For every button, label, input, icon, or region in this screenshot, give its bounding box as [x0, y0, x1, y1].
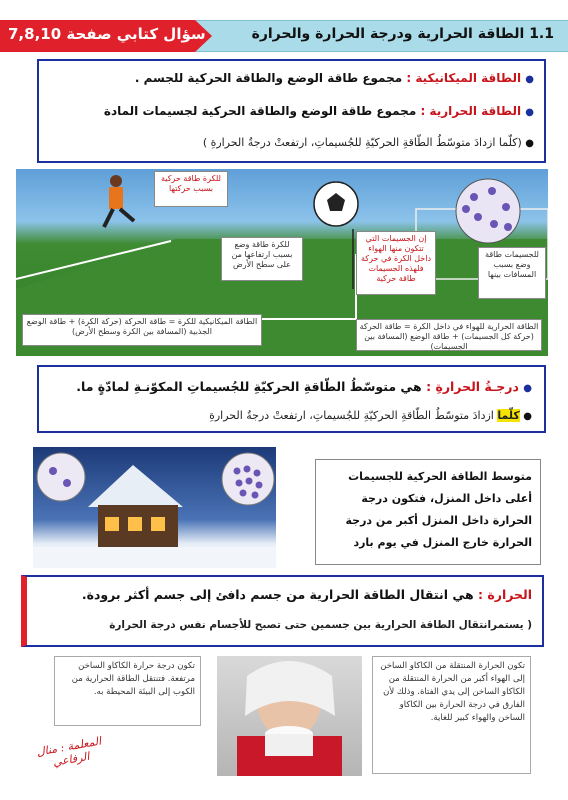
heat-definition: [82, 587, 532, 602]
header-tag-text: سؤال كتابي صفحة 7,8,10: [8, 25, 206, 43]
winter-house-image: [33, 447, 276, 568]
temperature-term: درجـةُ الحرارةِ :: [426, 379, 519, 394]
page-title: 1.1 الطاقة الحرارية ودرجة الحرارة والحرارة: [251, 26, 554, 42]
girl-cocoa-photo: [217, 656, 362, 776]
bullet-icon: ●: [525, 138, 534, 149]
thermal-term: الطاقة الحرارية :: [420, 104, 522, 118]
heat-note: ( يستمرانتقال الطاقة الحرارية بين جسمين حتى تصبح للأجسام نفس درجة الحرارة: [109, 619, 532, 631]
note-air-particles: إن الجسيمات التي تتكون منها الهواء داخل الكرة في حركة فلهذه الجسيمات طاقة حركية: [356, 231, 436, 295]
photo-drawing: [217, 656, 362, 776]
note-mechanical-summary: الطاقة الميكانيكية للكرة = طاقة الحركة (حركة الكرة) + طاقة الوضع الجذبية (المسافة بين الكرة وسطح الأرض): [22, 314, 262, 346]
heat-term: الحرارة :: [478, 587, 532, 602]
thermal-note-text: (كلّما ازدادَ متوسّطُ الطّاقةِ الحركيّةِ للجُسيماتِ، ارتفعتْ درجةُ الحرارةِ ): [202, 136, 522, 149]
note-potential: للكرة طاقة وضع بسبب ارتفاعها من على سطح الأرض: [221, 237, 303, 281]
highlight-word: كلّما: [497, 409, 520, 422]
temperature-note-text: ازدادَ متوسّطُ الطّاقةِ الحركيّةِ للجُسيماتِ، ارتفعتْ درجةُ الحرارةِ: [209, 409, 494, 422]
bullet-icon: ●: [525, 107, 534, 118]
note-particles-potential: للجسيمات طاقة وضع بسبب المسافات بينها: [478, 247, 546, 299]
temperature-text: هي متوسّطُ الطّاقةِ الحركيّةِ للجُسيماتِ المكوّنـةِ لمادّةٍ ما.: [76, 379, 422, 394]
temperature-note: [209, 409, 532, 422]
thermal-note: [203, 136, 534, 149]
mechanical-definition: [135, 71, 534, 85]
temperature-definition-box: [37, 365, 546, 433]
house-explanation-box: [315, 459, 541, 565]
heat-text: هي انتقال الطاقة الحرارية من جسم دافئ إلى جسم أكثر برودة.: [81, 587, 474, 602]
cocoa-note-left: تكون درجة حرارة الكاكاو الساخن مرتفعة. فتنتقل الطاقة الحرارية من الكوب إلى البيئة المحيطة به.: [54, 656, 201, 726]
heat-definition-box: [21, 575, 544, 647]
bullet-icon: ●: [525, 74, 534, 85]
house-drawing: [33, 447, 276, 568]
house-explanation: متوسط الطاقة الحركية للجسيمات أعلى داخل المنزل، فتكون درجة الحرارة داخل المنزل أكبر من درجة الحرارة خارج المنزل في يوم بارد: [345, 470, 532, 549]
mechanical-term: الطاقة الميكانيكية :: [406, 71, 522, 85]
thermal-definition: [104, 104, 534, 118]
mechanical-text: مجموع طاقة الوضع والطاقة الحركية للجسم .: [134, 71, 403, 85]
teacher-signature: المعلمة : منال الرفاعي: [35, 734, 103, 770]
bullet-icon: ●: [523, 411, 532, 422]
energy-definitions-box: [37, 59, 546, 163]
note-kinetic: للكرة طاقة حركية بسبب حركتها: [154, 171, 228, 207]
temperature-definition: [76, 379, 532, 394]
cocoa-note-right: تكون الحرارة المنتقلة من الكاكاو الساخن إلى الهواء أكبر من الحرارة المنتقلة من الكاكاو الساخن إلى يدي الفتاة. وذلك لأن الفارق في درجة الحرارة بين الكاكاو الساخن والهواء كبير للغاية.: [372, 656, 531, 774]
note-thermal-summary: الطاقة الحرارية للهواء في داخل الكرة = طاقة الحركة (حركة كل الجسيمات) + طاقة الوضع (المسافة بين الجسيمات): [356, 319, 542, 351]
bullet-icon: ●: [523, 383, 532, 394]
thermal-text: مجموع طاقة الوضع والطاقة الحركية لجسيمات المادة: [103, 104, 417, 118]
soccer-illustration: [16, 169, 548, 356]
